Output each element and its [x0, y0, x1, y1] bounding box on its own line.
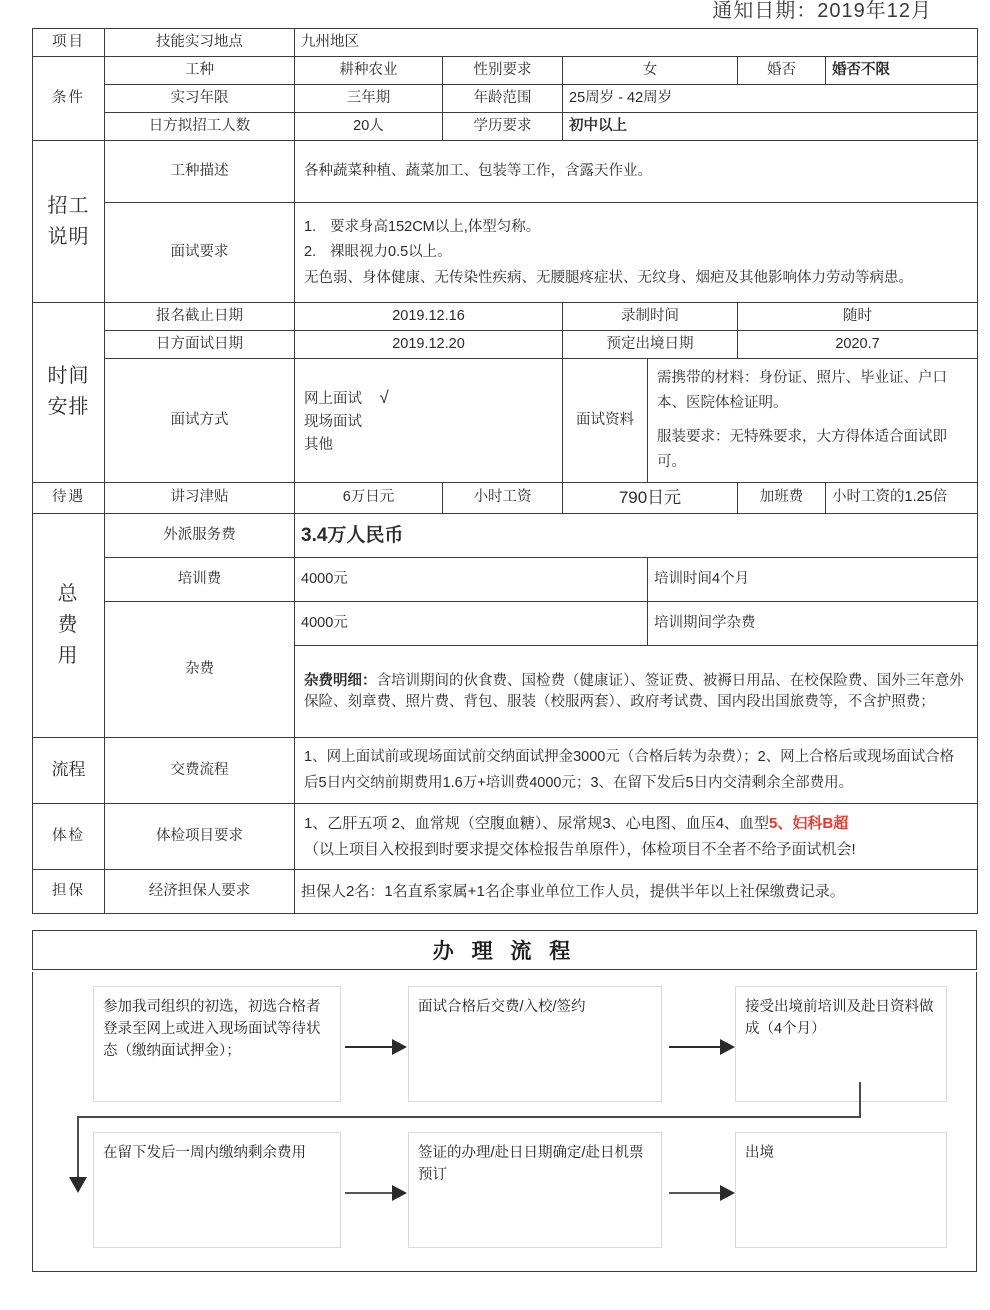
flow-arrow-2 — [669, 1040, 735, 1054]
field-interview-method-label: 面试方式 — [105, 359, 295, 483]
row-label-medical: 体检 — [33, 804, 105, 870]
field-record-time-value: 随时 — [738, 303, 978, 331]
field-medical-items-label: 体检项目要求 — [105, 804, 295, 870]
medical-line-2: （以上项目入校报到时要求提交体检报告单原件），体检项目不全者不给予面试机会! — [304, 840, 856, 858]
table-row-schedule-2 — [33, 331, 978, 359]
field-education-label: 学历要求 — [443, 113, 563, 141]
field-allowance-label: 讲习津贴 — [105, 482, 295, 514]
flow-arrow-1-shaft — [345, 1046, 392, 1048]
flow-section-title: 办 理 流 程 — [32, 930, 977, 970]
field-misc-fee-value: 4000元 — [295, 602, 648, 646]
field-headcount-value: 20人 — [295, 113, 443, 141]
flow-arrow-3 — [345, 1186, 407, 1200]
interview-req-item-2-number: 2. — [304, 244, 317, 261]
field-interview-req-value — [295, 203, 978, 303]
interview-req-item-2-text: 裸眼视力0.5以上。 — [330, 244, 452, 261]
flow-box-1: 参加我司组织的初选，初选合格者登录至网上或进入现场面试等待状态（缴纳面试押金）； — [93, 986, 341, 1102]
table-row-training-fee — [33, 558, 978, 602]
table-row-condition-1 — [33, 57, 978, 85]
interview-method-option-online-text: 网上面试 — [304, 390, 362, 407]
interview-method-option-other[interactable] — [304, 434, 553, 456]
field-training-fee-label: 培训费 — [105, 558, 295, 602]
interview-material-line2: 服装要求：无特殊要求，大方得体适合面试即可。 — [657, 429, 947, 471]
misc-fee-detail-body: 含培训期间的伙食费、国检费（健康证）、签证费、被褥日用品、在校保险费、国外三年意外保险、刻章费、照片费、背包、服装（校服两套）、政府考试费、国内段出国旅费等，不含护照费； — [304, 672, 964, 710]
field-payment-process-label: 交费流程 — [105, 738, 295, 804]
field-internship-years-label: 实习年限 — [105, 85, 295, 113]
interview-method-option-online[interactable] — [304, 385, 553, 411]
field-job-type-label: 工种 — [105, 57, 295, 85]
row-label-process: 流程 — [33, 738, 105, 804]
medical-line-1 — [304, 811, 968, 837]
medical-line-1-black: 1、乙肝五项 2、血常规（空腹血糖）、尿常规3、心电图、血压4、血型 — [304, 815, 770, 833]
field-training-fee-note: 培训时间4个月 — [648, 558, 978, 602]
field-headcount-label: 日方拟招工人数 — [105, 113, 295, 141]
field-interview-material-value — [648, 359, 978, 483]
flow-arrow-3-shaft — [345, 1192, 392, 1194]
flow-box-4: 在留下发后一周内缴纳剩余费用 — [93, 1132, 341, 1248]
field-gender-label: 性别要求 — [443, 57, 563, 85]
interview-req-extra: 无色弱、身体健康、无传染性疾病、无腰腿疼症状、无纹身、烟疤及其他影响体力劳动等病患。 — [304, 269, 913, 286]
table-row-dispatch-fee — [33, 514, 978, 558]
row-label-total-fee-char-3: 用 — [57, 645, 80, 668]
field-jp-interview-date-label: 日方面试日期 — [105, 331, 295, 359]
field-signup-deadline-value: 2019.12.16 — [295, 303, 563, 331]
field-interview-method-options — [295, 359, 563, 483]
field-age-range-label: 年龄范围 — [443, 85, 563, 113]
field-dispatch-fee-value: 3.4万人民币 — [295, 514, 978, 558]
row-label-schedule-line1: 时间 — [47, 365, 90, 388]
field-departure-date-value: 2020.7 — [738, 331, 978, 359]
field-departure-date-label: 预定出境日期 — [563, 331, 738, 359]
table-row-guarantor — [33, 870, 978, 914]
interview-req-item-1-number: 1. — [304, 218, 317, 235]
field-job-desc-value: 各种蔬菜种植、蔬菜加工、包装等工作，含露天作业。 — [295, 141, 978, 203]
table-row-condition-2 — [33, 85, 978, 113]
main-info-table-wrapper — [32, 28, 977, 914]
field-gender-value: 女 — [563, 57, 738, 85]
notice-date: 通知日期：2019年12月 — [712, 0, 932, 22]
flow-connector-vertical-right — [859, 1082, 861, 1118]
interview-material-line1: 需携带的材料：身份证、照片、毕业证、户口本、医院体检证明。 — [657, 370, 947, 411]
table-row-interview-requirements — [33, 203, 978, 303]
flow-arrow-2-head — [720, 1039, 735, 1055]
flow-connector-down-arrow-head — [69, 1177, 87, 1193]
field-jp-interview-date-value: 2019.12.20 — [295, 331, 563, 359]
flow-arrow-2-shaft — [669, 1046, 720, 1048]
flow-box-2: 面试合格后交费/入校/签约 — [408, 986, 662, 1102]
interview-method-option-onsite-text: 现场面试 — [304, 414, 362, 431]
field-job-desc-label: 工种描述 — [105, 141, 295, 203]
table-row-payment-process — [33, 738, 978, 804]
flow-arrow-4 — [669, 1186, 735, 1200]
field-internship-location-label: 技能实习地点 — [105, 29, 295, 57]
field-age-range-value: 25周岁 - 42周岁 — [563, 85, 978, 113]
field-marital-label: 婚否 — [738, 57, 826, 85]
interview-req-item-1-text: 要求身高152CM以上,体型匀称。 — [330, 218, 541, 235]
flow-box-5: 签证的办理/赴日日期确定/赴日机票预订 — [408, 1132, 662, 1248]
field-marital-value: 婚否不限 — [826, 57, 978, 85]
flow-arrow-3-head — [392, 1185, 407, 1201]
field-misc-fee-detail — [295, 646, 978, 738]
flow-box-6: 出境 — [735, 1132, 947, 1248]
row-label-recruit-note — [33, 141, 105, 303]
table-row-medical-exam — [33, 804, 978, 870]
table-row-schedule-1 — [33, 303, 978, 331]
field-education-value: 初中以上 — [563, 113, 978, 141]
field-overtime-label: 加班费 — [738, 482, 826, 514]
table-row-misc-fee-amount — [33, 602, 978, 646]
row-label-conditions: 条件 — [33, 57, 105, 141]
row-label-recruit-note-line2: 说明 — [47, 225, 90, 248]
field-misc-fee-label: 杂费 — [105, 602, 295, 738]
flow-connector-horizontal — [77, 1116, 861, 1118]
flow-canvas — [33, 972, 976, 1271]
flow-box-3: 接受出境前培训及赴日资料做成（4个月） — [735, 986, 947, 1102]
flow-arrow-1 — [345, 1040, 407, 1054]
field-interview-material-label: 面试资料 — [563, 359, 648, 483]
row-label-recruit-note-line1: 招工 — [47, 194, 90, 217]
field-payment-process-value: 1、网上面试前或现场面试前交纳面试押金3000元（合格后转为杂费）；2、网上合格后或现场面试合格后5日内交纳前期费用1.6万+培训费4000元；3、在留下发后5日内交清剩余全部费用。 — [295, 738, 978, 804]
field-signup-deadline-label: 报名截止日期 — [105, 303, 295, 331]
row-label-schedule-line2: 安排 — [47, 396, 90, 419]
flow-section-body — [32, 972, 977, 1272]
field-medical-items-value — [295, 804, 978, 870]
field-internship-years-value: 三年期 — [295, 85, 443, 113]
field-misc-fee-note: 培训期间学杂费 — [648, 602, 978, 646]
field-allowance-value: 6万日元 — [295, 482, 443, 514]
misc-fee-detail-head: 杂费明细： — [304, 672, 377, 689]
interview-method-option-onsite[interactable] — [304, 411, 553, 433]
table-row-job-description — [33, 141, 978, 203]
row-label-treatment: 待遇 — [33, 482, 105, 514]
field-dispatch-fee-label: 外派服务费 — [105, 514, 295, 558]
field-record-time-label: 录制时间 — [563, 303, 738, 331]
check-icon: √ — [379, 387, 389, 407]
medical-line-1-red: 5、妇科B超 — [769, 815, 849, 833]
flow-arrow-4-head — [720, 1185, 735, 1201]
field-job-type-value: 耕种农业 — [295, 57, 443, 85]
main-info-table — [32, 28, 978, 914]
table-row-treatment — [33, 482, 978, 514]
field-training-fee-value: 4000元 — [295, 558, 648, 602]
table-row-condition-3 — [33, 113, 978, 141]
table-row-schedule-3 — [33, 359, 978, 483]
table-row-project — [33, 29, 978, 57]
interview-method-option-other-text: 其他 — [304, 436, 333, 453]
field-hourly-wage-label: 小时工资 — [443, 482, 563, 514]
row-label-schedule — [33, 303, 105, 483]
flow-connector-vertical-left — [77, 1116, 79, 1183]
row-label-guarantee: 担保 — [33, 870, 105, 914]
row-label-project: 项目 — [33, 29, 105, 57]
field-hourly-wage-value: 790日元 — [563, 482, 738, 514]
interview-req-item-2 — [304, 240, 968, 265]
row-label-total-fee-char-2: 费 — [57, 614, 80, 637]
field-guarantor-value: 担保人2名：1名直系家属+1名企事业单位工作人员，提供半年以上社保缴费记录。 — [295, 870, 978, 914]
flow-arrow-1-head — [392, 1039, 407, 1055]
field-guarantor-label: 经济担保人要求 — [105, 870, 295, 914]
field-internship-location-value: 九州地区 — [295, 29, 978, 57]
field-interview-req-label: 面试要求 — [105, 203, 295, 303]
field-overtime-value: 小时工资的1.25倍 — [826, 482, 978, 514]
interview-req-item-1 — [304, 215, 968, 240]
row-label-total-fee — [33, 514, 105, 738]
row-label-total-fee-char-1: 总 — [57, 583, 80, 606]
flow-arrow-4-shaft — [669, 1192, 720, 1194]
